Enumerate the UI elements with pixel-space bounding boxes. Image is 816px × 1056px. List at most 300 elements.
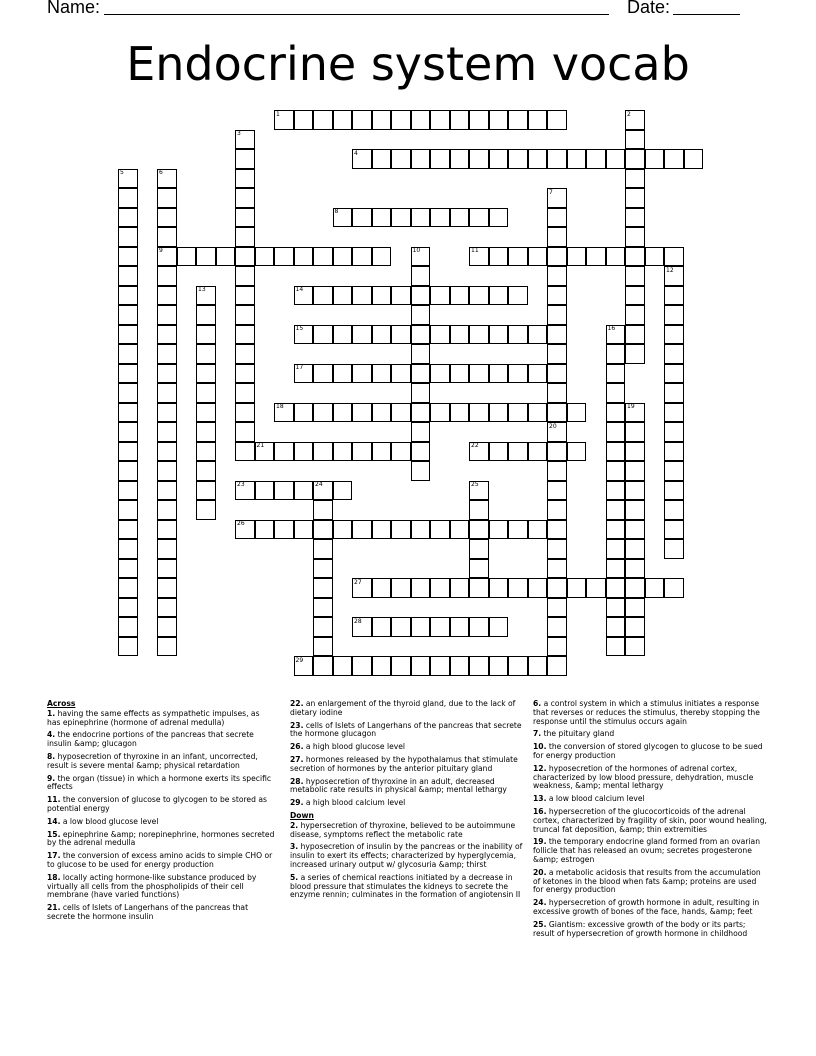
grid-cell[interactable] (333, 364, 353, 384)
grid-cell[interactable] (606, 559, 626, 579)
grid-cell[interactable] (196, 422, 216, 442)
grid-cell[interactable] (625, 149, 645, 169)
grid-cell[interactable] (411, 578, 431, 598)
grid-cell[interactable] (372, 149, 392, 169)
grid-cell[interactable] (606, 500, 626, 520)
grid-cell[interactable] (489, 578, 509, 598)
grid-cell[interactable] (625, 130, 645, 150)
grid-cell[interactable] (118, 188, 138, 208)
grid-cell[interactable] (313, 598, 333, 618)
grid-cell[interactable] (606, 403, 626, 423)
grid-cell[interactable] (411, 520, 431, 540)
grid-cell[interactable] (372, 656, 392, 676)
grid-cell[interactable] (645, 578, 665, 598)
grid-cell[interactable] (664, 442, 684, 462)
grid-cell[interactable] (411, 110, 431, 130)
grid-cell[interactable] (294, 481, 314, 501)
grid-cell[interactable] (664, 520, 684, 540)
grid-cell[interactable] (450, 403, 470, 423)
grid-cell[interactable] (196, 305, 216, 325)
grid-cell[interactable] (567, 578, 587, 598)
grid-cell[interactable] (547, 325, 567, 345)
grid-cell[interactable] (508, 110, 528, 130)
grid-cell[interactable] (625, 481, 645, 501)
grid-cell[interactable] (469, 559, 489, 579)
grid-cell[interactable] (489, 110, 509, 130)
grid-cell[interactable] (372, 247, 392, 267)
grid-cell[interactable] (313, 442, 333, 462)
grid-cell[interactable] (430, 149, 450, 169)
grid-cell[interactable] (625, 169, 645, 189)
grid-cell[interactable] (625, 461, 645, 481)
grid-cell[interactable] (528, 578, 548, 598)
grid-cell[interactable] (547, 617, 567, 637)
grid-cell[interactable] (586, 149, 606, 169)
grid-cell[interactable] (313, 539, 333, 559)
grid-cell[interactable] (606, 598, 626, 618)
grid-cell[interactable] (625, 188, 645, 208)
grid-cell[interactable] (235, 383, 255, 403)
grid-cell[interactable] (235, 442, 255, 462)
grid-cell[interactable] (625, 286, 645, 306)
grid-cell[interactable] (391, 208, 411, 228)
grid-cell[interactable] (118, 344, 138, 364)
grid-cell[interactable] (625, 442, 645, 462)
grid-cell[interactable] (391, 286, 411, 306)
grid-cell[interactable] (372, 110, 392, 130)
grid-cell[interactable] (469, 286, 489, 306)
grid-cell[interactable] (411, 305, 431, 325)
grid-cell[interactable] (118, 227, 138, 247)
grid-cell[interactable] (118, 266, 138, 286)
grid-cell[interactable] (411, 344, 431, 364)
grid-cell[interactable] (333, 481, 353, 501)
grid-cell[interactable] (352, 656, 372, 676)
grid-cell[interactable] (547, 559, 567, 579)
grid-cell[interactable] (625, 578, 645, 598)
grid-cell[interactable] (547, 247, 567, 267)
grid-cell[interactable] (625, 266, 645, 286)
grid-cell[interactable] (489, 208, 509, 228)
grid-cell[interactable] (547, 442, 567, 462)
grid-cell[interactable] (411, 461, 431, 481)
grid-cell[interactable] (625, 422, 645, 442)
grid-cell[interactable] (333, 403, 353, 423)
grid-cell[interactable] (118, 325, 138, 345)
grid-cell[interactable] (547, 656, 567, 676)
grid-cell[interactable] (391, 617, 411, 637)
grid-cell[interactable] (313, 637, 333, 657)
grid-cell[interactable] (372, 208, 392, 228)
grid-cell[interactable] (450, 149, 470, 169)
grid-cell[interactable] (118, 617, 138, 637)
grid-cell[interactable] (157, 403, 177, 423)
grid-cell[interactable] (235, 149, 255, 169)
grid-cell[interactable] (274, 247, 294, 267)
grid-cell[interactable] (313, 247, 333, 267)
grid-cell[interactable] (352, 110, 372, 130)
grid-cell[interactable] (625, 539, 645, 559)
grid-cell[interactable] (489, 442, 509, 462)
grid-cell[interactable] (157, 325, 177, 345)
grid-cell[interactable] (586, 578, 606, 598)
grid-cell[interactable] (157, 637, 177, 657)
grid-cell[interactable] (391, 325, 411, 345)
grid-cell[interactable] (664, 422, 684, 442)
grid-cell[interactable] (352, 364, 372, 384)
grid-cell[interactable] (606, 481, 626, 501)
grid-cell[interactable] (118, 481, 138, 501)
grid-cell[interactable] (255, 520, 275, 540)
grid-cell[interactable] (372, 286, 392, 306)
grid-cell[interactable] (118, 422, 138, 442)
grid-cell[interactable] (508, 442, 528, 462)
grid-cell[interactable] (430, 110, 450, 130)
grid-cell[interactable] (352, 208, 372, 228)
grid-cell[interactable] (372, 403, 392, 423)
grid-cell[interactable] (430, 578, 450, 598)
grid-cell[interactable] (391, 520, 411, 540)
grid-cell[interactable] (333, 520, 353, 540)
grid-cell[interactable] (430, 520, 450, 540)
grid-cell[interactable] (157, 344, 177, 364)
grid-cell[interactable] (567, 403, 587, 423)
grid-cell[interactable] (508, 325, 528, 345)
grid-cell[interactable] (547, 539, 567, 559)
grid-cell[interactable] (625, 227, 645, 247)
grid-cell[interactable] (489, 149, 509, 169)
grid-cell[interactable] (235, 305, 255, 325)
grid-cell[interactable] (547, 481, 567, 501)
grid-cell[interactable] (196, 325, 216, 345)
grid-cell[interactable] (606, 383, 626, 403)
grid-cell[interactable] (333, 656, 353, 676)
grid-cell[interactable] (664, 286, 684, 306)
grid-cell[interactable] (489, 286, 509, 306)
grid-cell[interactable] (625, 247, 645, 267)
grid-cell[interactable] (118, 247, 138, 267)
grid-cell[interactable] (294, 442, 314, 462)
grid-cell[interactable] (567, 149, 587, 169)
grid-cell[interactable] (450, 617, 470, 637)
grid-cell[interactable] (352, 286, 372, 306)
grid-cell[interactable] (547, 403, 567, 423)
grid-cell[interactable] (352, 520, 372, 540)
grid-cell[interactable] (196, 500, 216, 520)
grid-cell[interactable] (450, 656, 470, 676)
grid-cell[interactable] (411, 208, 431, 228)
grid-cell[interactable] (586, 247, 606, 267)
grid-cell[interactable] (157, 598, 177, 618)
grid-cell[interactable] (216, 247, 236, 267)
grid-cell[interactable] (528, 364, 548, 384)
grid-cell[interactable] (235, 364, 255, 384)
grid-cell[interactable] (118, 403, 138, 423)
grid-cell[interactable] (645, 149, 665, 169)
grid-cell[interactable] (411, 286, 431, 306)
grid-cell[interactable] (606, 539, 626, 559)
grid-cell[interactable] (664, 403, 684, 423)
grid-cell[interactable] (528, 656, 548, 676)
grid-cell[interactable] (469, 208, 489, 228)
grid-cell[interactable] (469, 364, 489, 384)
grid-cell[interactable] (118, 364, 138, 384)
grid-cell[interactable] (157, 559, 177, 579)
grid-cell[interactable] (469, 325, 489, 345)
grid-cell[interactable] (547, 500, 567, 520)
grid-cell[interactable] (372, 364, 392, 384)
grid-cell[interactable] (508, 247, 528, 267)
grid-cell[interactable] (118, 383, 138, 403)
grid-cell[interactable] (664, 149, 684, 169)
grid-cell[interactable] (528, 247, 548, 267)
grid-cell[interactable] (547, 383, 567, 403)
grid-cell[interactable] (508, 403, 528, 423)
grid-cell[interactable] (118, 598, 138, 618)
grid-cell[interactable] (118, 461, 138, 481)
grid-cell[interactable] (196, 383, 216, 403)
grid-cell[interactable] (430, 403, 450, 423)
grid-cell[interactable] (430, 325, 450, 345)
grid-cell[interactable] (606, 442, 626, 462)
grid-cell[interactable] (196, 247, 216, 267)
grid-cell[interactable] (157, 520, 177, 540)
grid-cell[interactable] (118, 500, 138, 520)
grid-cell[interactable] (625, 520, 645, 540)
grid-cell[interactable] (469, 539, 489, 559)
grid-cell[interactable] (469, 520, 489, 540)
grid-cell[interactable] (664, 325, 684, 345)
grid-cell[interactable] (489, 364, 509, 384)
grid-cell[interactable] (157, 208, 177, 228)
grid-cell[interactable] (430, 656, 450, 676)
grid-cell[interactable] (547, 520, 567, 540)
grid-cell[interactable] (313, 364, 333, 384)
grid-cell[interactable] (547, 637, 567, 657)
grid-cell[interactable] (118, 442, 138, 462)
grid-cell[interactable] (313, 617, 333, 637)
grid-cell[interactable] (664, 461, 684, 481)
grid-cell[interactable] (469, 578, 489, 598)
grid-cell[interactable] (528, 110, 548, 130)
grid-cell[interactable] (450, 286, 470, 306)
grid-cell[interactable] (430, 286, 450, 306)
grid-cell[interactable] (528, 149, 548, 169)
grid-cell[interactable] (391, 364, 411, 384)
grid-cell[interactable] (118, 578, 138, 598)
grid-cell[interactable] (235, 188, 255, 208)
grid-cell[interactable] (157, 266, 177, 286)
grid-cell[interactable] (528, 403, 548, 423)
grid-cell[interactable] (508, 520, 528, 540)
grid-cell[interactable] (177, 247, 197, 267)
grid-cell[interactable] (313, 286, 333, 306)
grid-cell[interactable] (489, 325, 509, 345)
grid-cell[interactable] (391, 442, 411, 462)
grid-cell[interactable] (469, 500, 489, 520)
grid-cell[interactable] (450, 364, 470, 384)
grid-cell[interactable] (508, 286, 528, 306)
grid-cell[interactable] (157, 481, 177, 501)
grid-cell[interactable] (235, 325, 255, 345)
grid-cell[interactable] (157, 500, 177, 520)
grid-cell[interactable] (391, 403, 411, 423)
grid-cell[interactable] (547, 110, 567, 130)
grid-cell[interactable] (118, 286, 138, 306)
grid-cell[interactable] (235, 208, 255, 228)
grid-cell[interactable] (274, 520, 294, 540)
grid-cell[interactable] (469, 110, 489, 130)
grid-cell[interactable] (274, 442, 294, 462)
grid-cell[interactable] (547, 598, 567, 618)
grid-cell[interactable] (664, 383, 684, 403)
grid-cell[interactable] (450, 578, 470, 598)
grid-cell[interactable] (625, 305, 645, 325)
grid-cell[interactable] (625, 500, 645, 520)
grid-cell[interactable] (333, 286, 353, 306)
grid-cell[interactable] (489, 520, 509, 540)
grid-cell[interactable] (606, 520, 626, 540)
grid-cell[interactable] (547, 286, 567, 306)
grid-cell[interactable] (391, 578, 411, 598)
grid-cell[interactable] (118, 539, 138, 559)
grid-cell[interactable] (313, 559, 333, 579)
grid-cell[interactable] (255, 247, 275, 267)
grid-cell[interactable] (313, 110, 333, 130)
grid-cell[interactable] (469, 403, 489, 423)
grid-cell[interactable] (235, 403, 255, 423)
grid-cell[interactable] (528, 325, 548, 345)
grid-cell[interactable] (157, 286, 177, 306)
grid-cell[interactable] (352, 247, 372, 267)
grid-cell[interactable] (255, 481, 275, 501)
grid-cell[interactable] (333, 325, 353, 345)
grid-cell[interactable] (157, 188, 177, 208)
grid-cell[interactable] (606, 461, 626, 481)
grid-cell[interactable] (489, 617, 509, 637)
grid-cell[interactable] (235, 422, 255, 442)
grid-cell[interactable] (372, 520, 392, 540)
grid-cell[interactable] (664, 364, 684, 384)
grid-cell[interactable] (391, 149, 411, 169)
grid-cell[interactable] (196, 403, 216, 423)
grid-cell[interactable] (606, 364, 626, 384)
grid-cell[interactable] (313, 500, 333, 520)
grid-cell[interactable] (606, 149, 626, 169)
grid-cell[interactable] (606, 422, 626, 442)
grid-cell[interactable] (547, 344, 567, 364)
grid-cell[interactable] (313, 520, 333, 540)
grid-cell[interactable] (469, 149, 489, 169)
grid-cell[interactable] (352, 325, 372, 345)
grid-cell[interactable] (547, 266, 567, 286)
grid-cell[interactable] (372, 442, 392, 462)
grid-cell[interactable] (547, 208, 567, 228)
grid-cell[interactable] (411, 364, 431, 384)
grid-cell[interactable] (157, 227, 177, 247)
grid-cell[interactable] (664, 305, 684, 325)
grid-cell[interactable] (469, 617, 489, 637)
grid-cell[interactable] (196, 364, 216, 384)
grid-cell[interactable] (411, 266, 431, 286)
grid-cell[interactable] (547, 364, 567, 384)
grid-cell[interactable] (294, 403, 314, 423)
grid-cell[interactable] (235, 286, 255, 306)
grid-cell[interactable] (528, 442, 548, 462)
grid-cell[interactable] (508, 656, 528, 676)
grid-cell[interactable] (352, 442, 372, 462)
grid-cell[interactable] (664, 481, 684, 501)
grid-cell[interactable] (294, 110, 314, 130)
grid-cell[interactable] (333, 110, 353, 130)
grid-cell[interactable] (430, 364, 450, 384)
grid-cell[interactable] (235, 247, 255, 267)
grid-cell[interactable] (352, 403, 372, 423)
grid-cell[interactable] (196, 461, 216, 481)
grid-cell[interactable] (664, 247, 684, 267)
grid-cell[interactable] (625, 598, 645, 618)
grid-cell[interactable] (333, 247, 353, 267)
grid-cell[interactable] (196, 442, 216, 462)
grid-cell[interactable] (450, 208, 470, 228)
grid-cell[interactable] (391, 656, 411, 676)
grid-cell[interactable] (411, 403, 431, 423)
grid-cell[interactable] (157, 617, 177, 637)
grid-cell[interactable] (411, 617, 431, 637)
grid-cell[interactable] (157, 539, 177, 559)
grid-cell[interactable] (372, 325, 392, 345)
grid-cell[interactable] (411, 325, 431, 345)
grid-cell[interactable] (567, 442, 587, 462)
grid-cell[interactable] (450, 520, 470, 540)
grid-cell[interactable] (625, 617, 645, 637)
grid-cell[interactable] (508, 149, 528, 169)
grid-cell[interactable] (294, 520, 314, 540)
grid-cell[interactable] (235, 344, 255, 364)
grid-cell[interactable] (450, 325, 470, 345)
grid-cell[interactable] (469, 656, 489, 676)
grid-cell[interactable] (411, 656, 431, 676)
grid-cell[interactable] (606, 637, 626, 657)
grid-cell[interactable] (547, 305, 567, 325)
grid-cell[interactable] (450, 110, 470, 130)
grid-cell[interactable] (118, 559, 138, 579)
grid-cell[interactable] (157, 461, 177, 481)
grid-cell[interactable] (430, 617, 450, 637)
grid-cell[interactable] (157, 578, 177, 598)
grid-cell[interactable] (547, 227, 567, 247)
grid-cell[interactable] (294, 247, 314, 267)
grid-cell[interactable] (664, 344, 684, 364)
grid-cell[interactable] (625, 559, 645, 579)
grid-cell[interactable] (508, 364, 528, 384)
grid-cell[interactable] (684, 149, 704, 169)
grid-cell[interactable] (528, 520, 548, 540)
grid-cell[interactable] (430, 208, 450, 228)
grid-cell[interactable] (489, 403, 509, 423)
grid-cell[interactable] (547, 578, 567, 598)
grid-cell[interactable] (235, 227, 255, 247)
grid-cell[interactable] (118, 520, 138, 540)
grid-cell[interactable] (664, 500, 684, 520)
grid-cell[interactable] (606, 617, 626, 637)
grid-cell[interactable] (547, 149, 567, 169)
grid-cell[interactable] (157, 305, 177, 325)
grid-cell[interactable] (645, 247, 665, 267)
grid-cell[interactable] (157, 383, 177, 403)
grid-cell[interactable] (625, 325, 645, 345)
grid-cell[interactable] (313, 325, 333, 345)
